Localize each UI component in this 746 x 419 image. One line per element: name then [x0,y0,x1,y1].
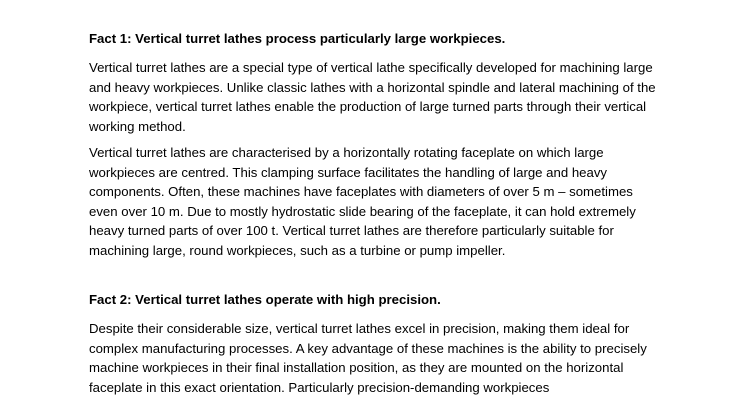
section-heading: Fact 2: Vertical turret lathes operate with high precision. [89,292,441,307]
paragraph: Despite their considerable size, vertical turret lathes excel in precision, making them ideal for complex manufacturing processes. A key advantage of these machines is the ability to precisely machine workpieces in their final installation position, as they are mounted on the horizontal faceplate in this exact orientation. Particularly precision-demanding workpieces [89,321,647,395]
section-heading: Fact 1: Vertical turret lathes process particularly large workpieces. [89,31,506,46]
section-spacer [89,267,664,291]
section-fact-1 [89,30,664,260]
paragraph: Vertical turret lathes are a special type of vertical lathe specifically developed for machining large and heavy workpieces. Unlike classic lathes with a horizontal spindle and lateral machining of the workpiece, vertical turret lathes enable the production of large turned parts through their vertical working method. [89,60,656,134]
paragraph: Vertical turret lathes are characterised by a horizontally rotating faceplate on which large workpieces are centred. This clamping surface facilitates the handling of large and heavy components. Often, these machines have faceplates with diameters of over 5 m – sometimes even over 10 m. Due to mostly hydrostatic slide bearing of the faceplate, it can hold extremely heavy turned parts of over 100 t. Vertical turret lathes are therefore particularly suitable for machining large, round workpieces, such as a turbine or pump impeller. [89,145,636,258]
section-fact-2 [89,291,664,397]
document-page [89,30,664,404]
